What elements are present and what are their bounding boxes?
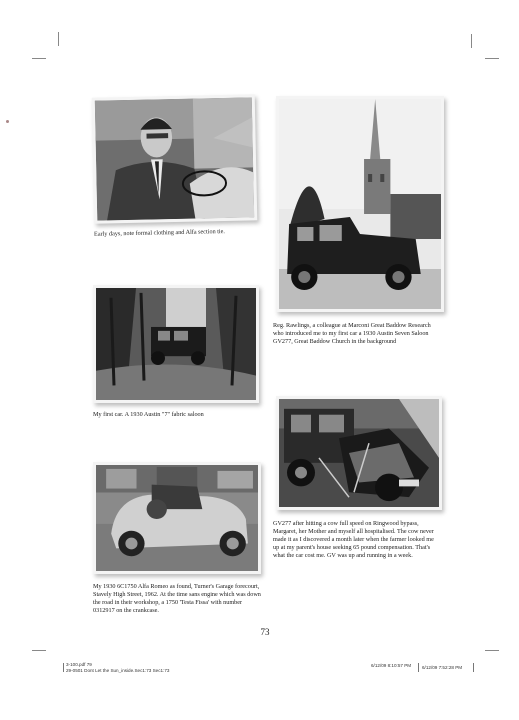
photo-first-car-woods [93, 285, 259, 403]
footer-file-line1: 3-100.pdf 79 [66, 662, 92, 667]
photo-crashed-gv277-image [279, 399, 439, 507]
footer-center-rule [418, 663, 419, 672]
crop-mark-top-left-vertical [58, 32, 59, 46]
photo-man-in-car-image [95, 97, 254, 220]
crop-mark-top-left [32, 58, 46, 59]
crop-mark-bottom-right [485, 650, 499, 651]
photo-austin-seven-church [276, 96, 444, 312]
footer-file-line2: 29-0501 Dont Let the Sun_inside.Sec1:73 Sec1:73 [66, 667, 170, 673]
photo-alfa-romeo [93, 462, 261, 574]
page-number: 73 [260, 627, 270, 637]
footer-file-info [66, 662, 236, 673]
footer-timestamp-right: 6/12/09 7:52:28 PM [422, 665, 463, 670]
photo-alfa-romeo-image [96, 465, 258, 571]
caption-austin-seven-church: Reg. Rawlings, a colleague at Marconi Great Baddow Research who introduced me to my first car a 1930 Austin Seven Saloon GV277, Great Baddow Church in the background [273, 322, 431, 345]
crop-mark-top-right [485, 58, 499, 59]
footer-left-rule [63, 663, 64, 672]
caption-first-car-woods: My first car. A 1930 Austin "7" fabric saloon [93, 411, 204, 418]
caption-alfa-romeo: My 1930 6C1750 Alfa Romeo as found, Turner's Garage forecourt, Stavely High Street, 1962. At the time sans engine which was down the road in their workshop, a 1750 'Testa Fissa' with number 0312917 on the crankcase. [93, 583, 261, 614]
caption-man-in-car: Early days, note formal clothing and Alfa section tie. [93, 228, 225, 238]
scan-speck [6, 120, 9, 123]
photo-first-car-woods-image [96, 288, 256, 400]
crop-mark-bottom-left [32, 650, 46, 651]
crop-mark-top-right-vertical [471, 34, 472, 48]
caption-crashed-gv277: GV277 after hitting a cow full speed on Ringwood bypass, Margaret, her Mother and myself all hospitalised. The cow never made it as I discovered a month later when the farmer looked me up at my parent's house seeking 65 pound compensation. That's what the car cost me. GV was up and running in a week. [273, 520, 434, 559]
footer-right-rule [473, 663, 474, 672]
footer-timestamp-center: 6/12/09 8:10:57 PM [371, 663, 412, 668]
photo-austin-seven-church-image [279, 99, 441, 309]
photo-man-in-car [92, 94, 258, 223]
photo-crashed-gv277 [276, 396, 442, 510]
